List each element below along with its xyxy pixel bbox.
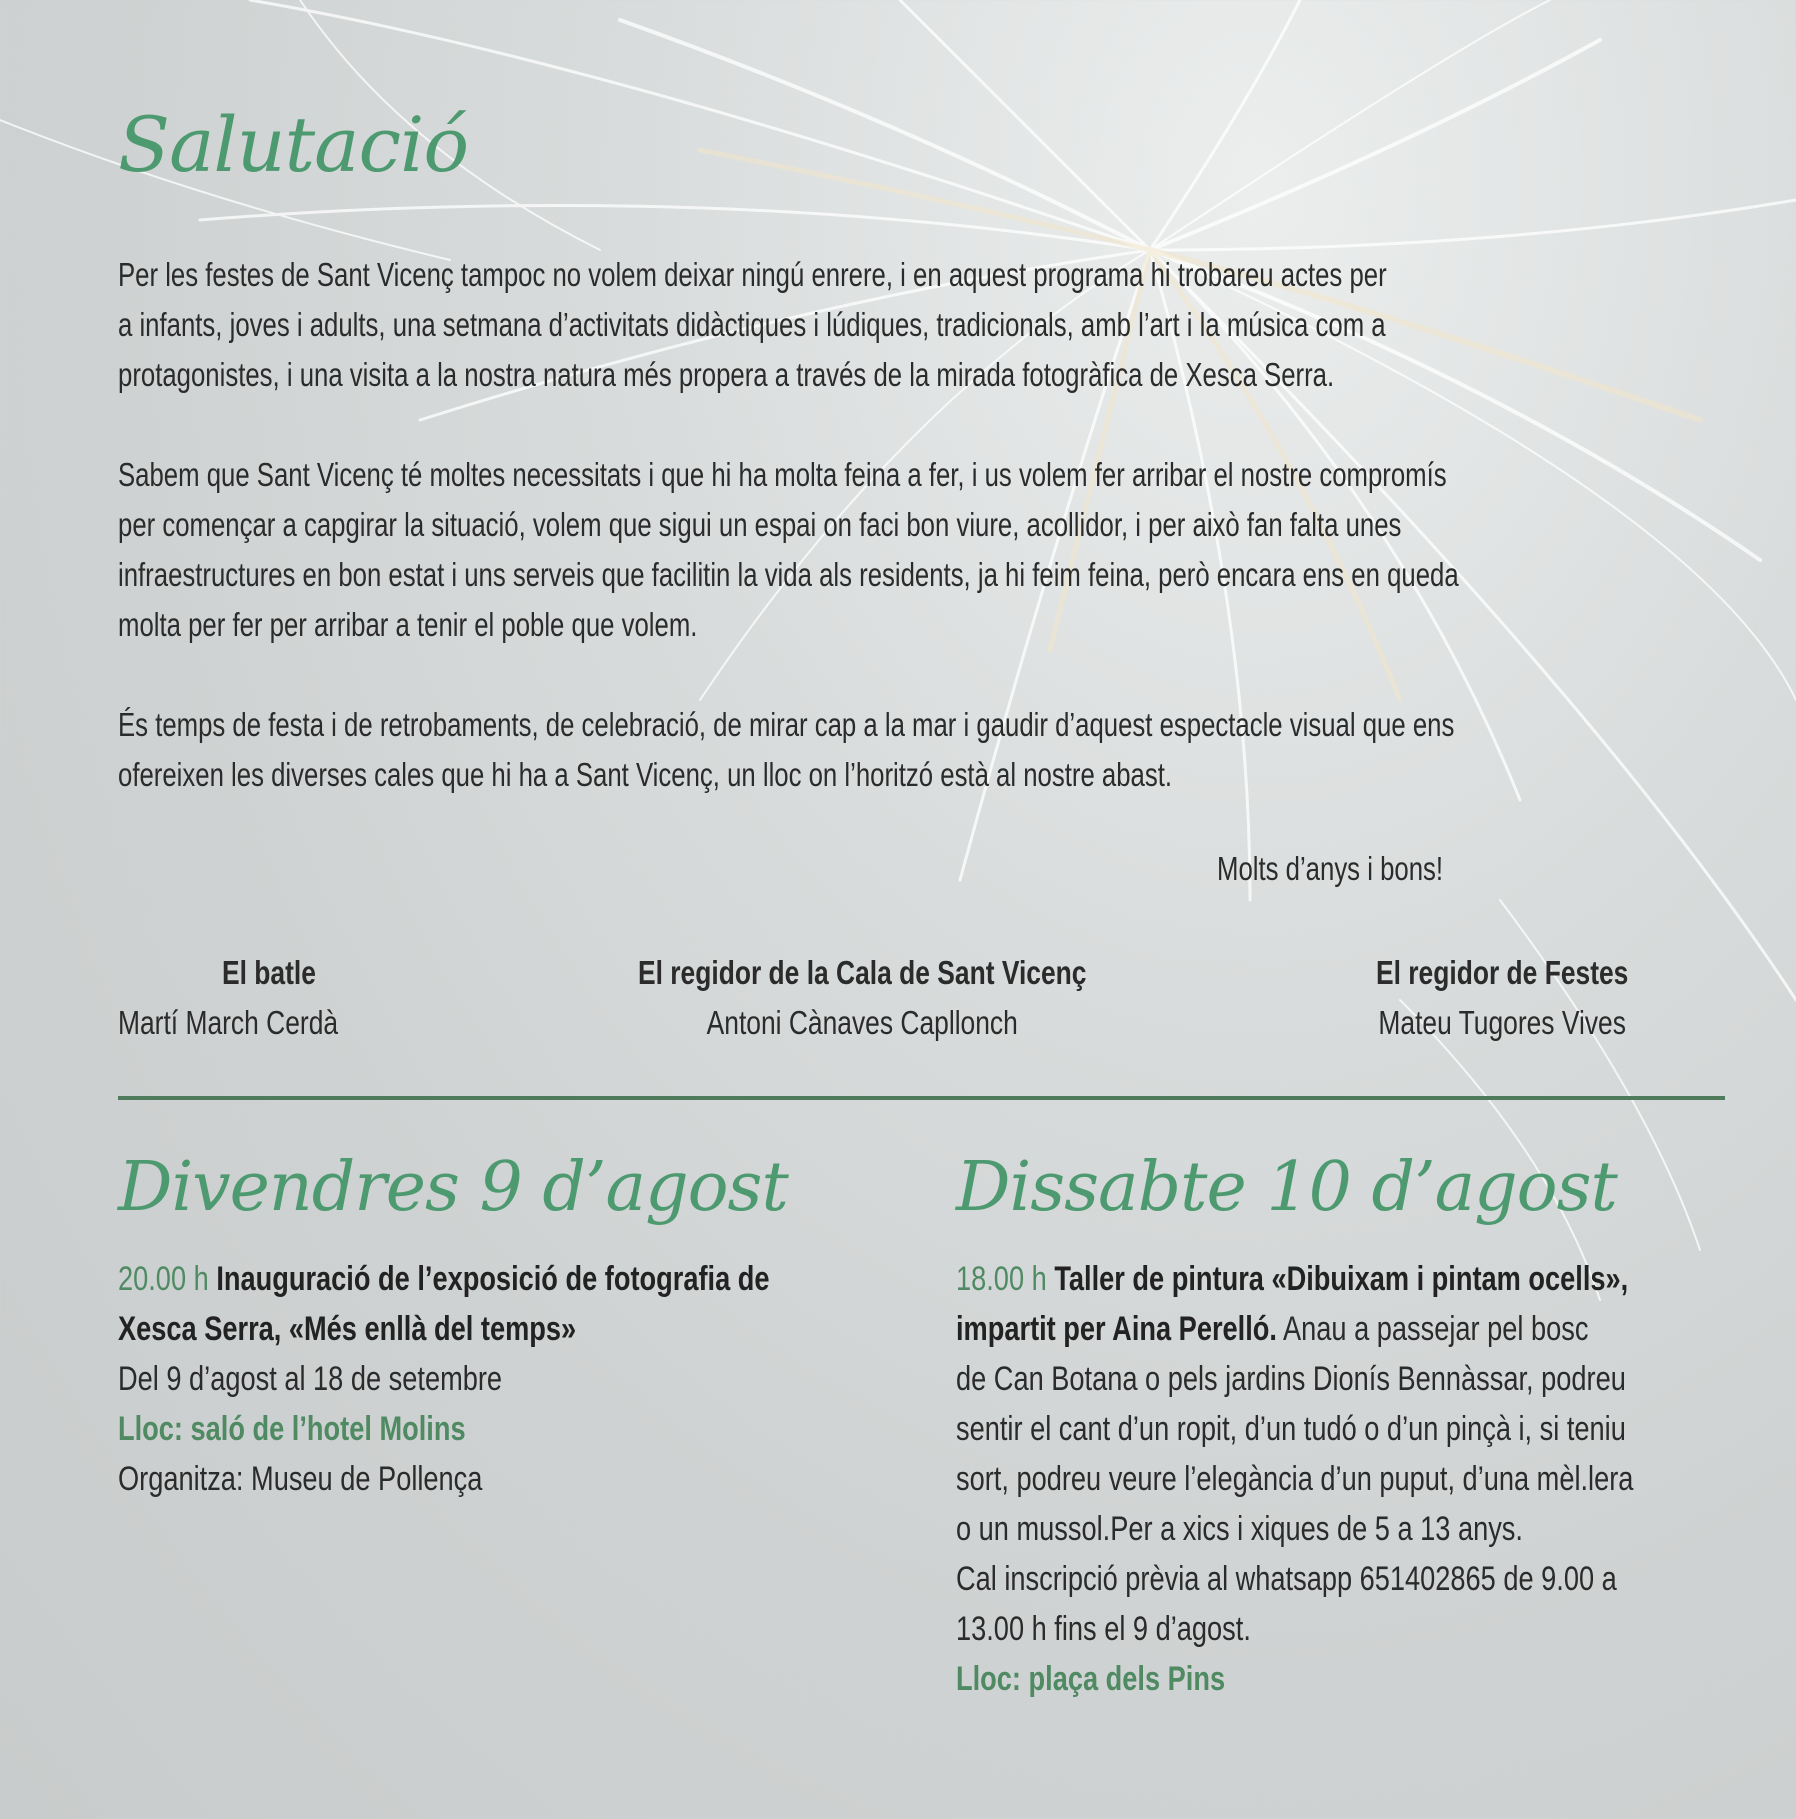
paragraph-line: És temps de festa i de retrobaments, de celebració, de mirar cap a la mar i gaudir d’aquest espectacle visual que ens <box>118 706 1455 743</box>
greeting-paragraph-2 <box>118 450 1459 650</box>
paragraph-line: Sabem que Sant Vicenç té moltes necessitats i que hi ha molta feina a fer, i us volem fer arribar el nostre compromís <box>118 456 1447 493</box>
event-description: Anau a passejar pel bosc <box>1276 1310 1589 1348</box>
event-description: 13.00 h fins el 9 d’agost. <box>956 1610 1251 1648</box>
closing-line: Molts d’anys i bons! <box>1217 850 1444 887</box>
greeting-paragraph-1 <box>118 250 1387 400</box>
event-heading-line <box>956 1304 1724 1354</box>
event-title: Taller de pintura «Dibuixam i pintam ocells», <box>1054 1260 1629 1298</box>
event-place: Lloc: plaça dels Pins <box>956 1660 1226 1698</box>
greeting-paragraph-3 <box>118 700 1455 800</box>
event-painting-workshop <box>956 1254 1796 1704</box>
event-description: sentir el cant d’un ropit, d’un tudó o d’un pinçà i, si teniu <box>956 1410 1626 1448</box>
paragraph-line: protagonistes, i una visita a la nostra natura més propera a través de la mirada fotogràfica de Xesca Serra. <box>118 356 1335 393</box>
event-dates: Del 9 d’agost al 18 de setembre <box>118 1360 503 1398</box>
signature-name: Antoni Cànaves Capllonch <box>706 1004 1018 1041</box>
event-time: 18.00 h <box>956 1260 1047 1298</box>
paragraph-line: a infants, joves i adults, una setmana d’activitats didàctiques i lúdiques, tradicionals, amb l’art i la música com a <box>118 306 1386 343</box>
signature-mayor <box>118 948 338 1048</box>
event-description: o un mussol.Per a xics i xiques de 5 a 13 anys. <box>956 1510 1523 1548</box>
event-title: Inauguració de l’exposició de fotografia de <box>216 1260 770 1298</box>
paragraph-line: Per les festes de Sant Vicenç tampoc no volem deixar ningú enrere, i en aquest programa hi trobareu actes per <box>118 256 1387 293</box>
signature-cala-councillor <box>638 948 1086 1048</box>
event-organizer: Organitza: Museu de Pollença <box>118 1460 483 1498</box>
signature-festes-councillor <box>1376 948 1628 1048</box>
signature-role: El regidor de Festes <box>1376 954 1629 991</box>
signature-name: Mateu Tugores Vives <box>1378 1004 1626 1041</box>
day-title-friday: Divendres 9 d’agost <box>118 1148 788 1227</box>
section-divider <box>118 1096 1725 1100</box>
event-title: Xesca Serra, «Més enllà del temps» <box>118 1310 577 1348</box>
event-heading-line <box>118 1254 854 1304</box>
paragraph-line: per començar a capgirar la situació, volem que sigui un espai on faci bon viure, acollidor, i per això fan falta unes <box>118 506 1402 543</box>
event-description: de Can Botana o pels jardins Dionís Bennàssar, podreu <box>956 1360 1626 1398</box>
paragraph-line: ofereixen les diverses cales que hi ha a Sant Vicenç, un lloc on l’horitzó està al nostre abast. <box>118 756 1173 793</box>
event-place: Lloc: saló de l’hotel Molins <box>118 1410 466 1448</box>
event-title: impartit per Aina Perelló. <box>956 1310 1277 1348</box>
day-title-saturday: Dissabte 10 d’agost <box>956 1148 1617 1227</box>
event-description: sort, podreu veure l’elegància d’un puput, d’una mèl.lera <box>956 1460 1634 1498</box>
event-description: Cal inscripció prèvia al whatsapp 651402865 de 9.00 a <box>956 1560 1617 1598</box>
signature-name: Martí March Cerdà <box>118 1004 339 1041</box>
event-exhibition <box>118 1254 1038 1504</box>
event-heading-line <box>956 1254 1724 1304</box>
paragraph-line: infraestructures en bon estat i uns serveis que facilitin la vida als residents, ja hi feim feina, però encara ens en queda <box>118 556 1459 593</box>
salutacio-title: Salutació <box>118 100 469 189</box>
event-time: 20.00 h <box>118 1260 209 1298</box>
signature-role: El batle <box>222 954 316 991</box>
paragraph-line: molta per fer per arribar a tenir el poble que volem. <box>118 606 698 643</box>
signature-role: El regidor de la Cala de Sant Vicenç <box>638 954 1087 991</box>
